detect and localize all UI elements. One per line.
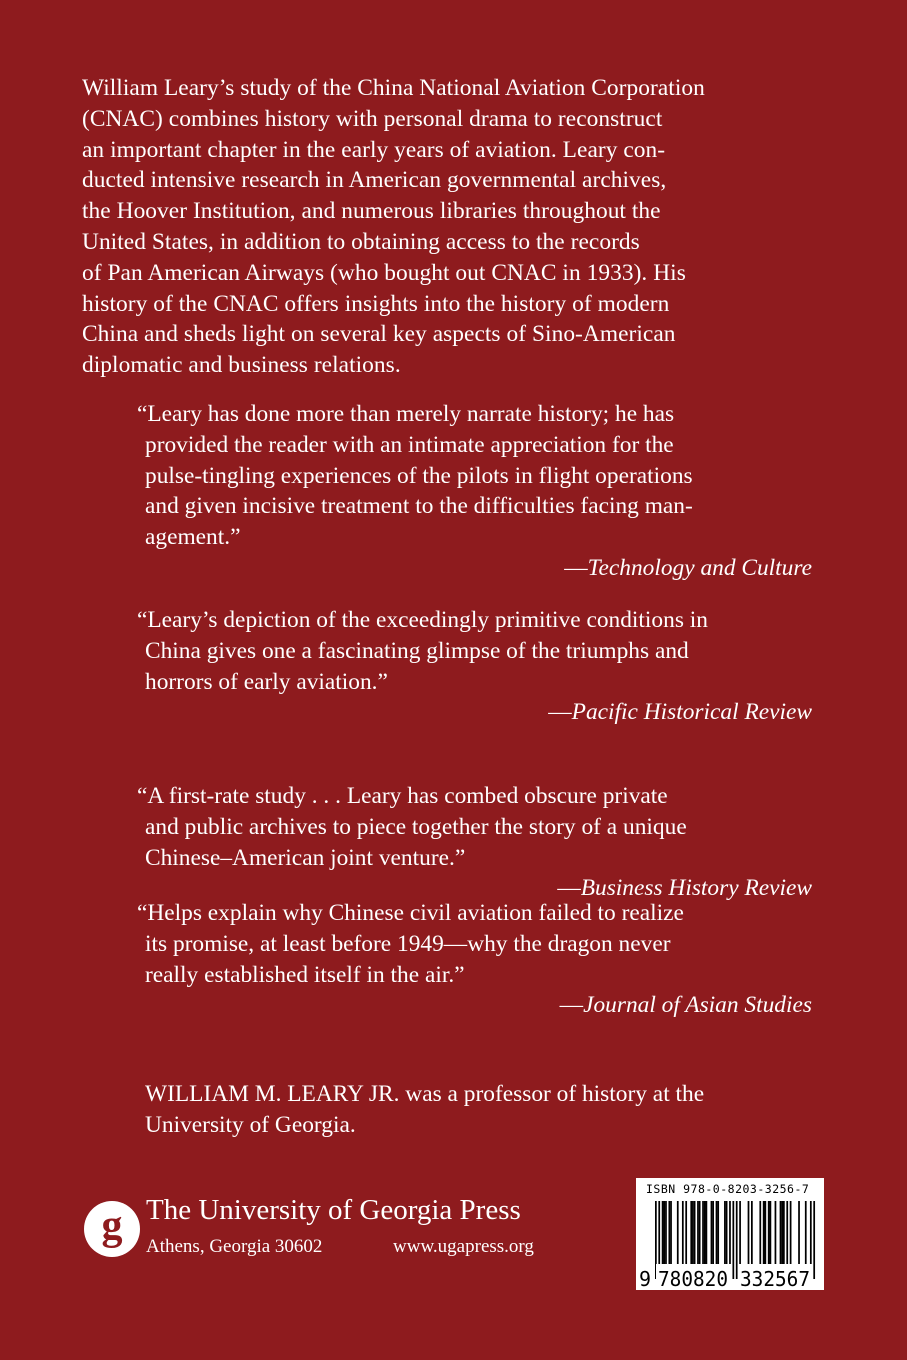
barcode-bar bbox=[726, 1201, 728, 1268]
quote-attribution bbox=[137, 990, 812, 1021]
quote-line: Chinese–American joint venture.” bbox=[145, 844, 466, 871]
barcode-bar bbox=[692, 1201, 694, 1268]
quote-line: provided the reader with an intimate appreciation for the bbox=[145, 431, 674, 458]
review-quote-pacific-historical-review bbox=[137, 605, 812, 728]
quote-line: “Leary’s depiction of the exceedingly primitive conditions in bbox=[137, 607, 708, 633]
barcode-bar bbox=[763, 1201, 765, 1268]
barcode-bar bbox=[706, 1201, 708, 1268]
attribution-source: Journal of Asian Studies bbox=[583, 992, 812, 1019]
quote-attribution bbox=[137, 697, 812, 728]
barcode-bar bbox=[690, 1201, 692, 1268]
review-quote-journal-of-asian-studies bbox=[137, 898, 812, 1021]
barcode-bar bbox=[770, 1201, 772, 1268]
quote-line: China gives one a fascinating glimpse of the triumphs and bbox=[145, 637, 689, 664]
quote-line: agement.” bbox=[145, 524, 241, 551]
attribution-dash: — bbox=[548, 699, 572, 726]
barcode-bar bbox=[724, 1201, 726, 1268]
author-bio-line: University of Georgia. bbox=[145, 1111, 356, 1138]
review-quote-business-history-review bbox=[137, 781, 812, 904]
barcode-bar bbox=[790, 1201, 792, 1268]
description-line: China and sheds light on several key aspects of Sino-American bbox=[82, 321, 676, 348]
barcode-bar bbox=[786, 1201, 788, 1268]
barcode-bar bbox=[783, 1201, 785, 1268]
attribution-dash: — bbox=[564, 554, 588, 581]
barcode-bar bbox=[764, 1201, 766, 1268]
barcode-bar bbox=[665, 1201, 667, 1268]
publisher-website: www.ugapress.org bbox=[393, 1236, 534, 1257]
barcode-bar bbox=[805, 1201, 807, 1268]
description-line: of Pan American Airways (who bought out CNAC in 1933). His bbox=[82, 259, 686, 286]
barcode-bar bbox=[694, 1201, 696, 1268]
barcode-bar bbox=[780, 1201, 782, 1268]
description-line: William Leary’s study of the China National Aviation Corporation bbox=[82, 75, 705, 101]
quote-line: really established itself in the air.” bbox=[145, 961, 465, 988]
barcode-bar bbox=[739, 1201, 741, 1268]
isbn-barcode bbox=[636, 1178, 824, 1290]
quote-line: its promise, at least before 1949—why the dragon never bbox=[145, 930, 671, 957]
quote-attribution bbox=[137, 553, 812, 584]
publisher-logo-icon bbox=[82, 1195, 142, 1265]
barcode-digits bbox=[636, 1264, 824, 1290]
publisher-logo-letter: g bbox=[101, 1203, 123, 1249]
barcode-bar bbox=[729, 1201, 731, 1268]
barcode-bar bbox=[798, 1201, 800, 1268]
barcode-bar bbox=[781, 1201, 783, 1268]
quote-line: and given incisive treatment to the difficulties facing man- bbox=[145, 493, 693, 520]
isbn-label: ISBN 978-0-8203-3256-7 bbox=[646, 1182, 810, 1196]
review-quote-technology-and-culture bbox=[137, 399, 812, 584]
barcode-bar bbox=[677, 1201, 679, 1268]
author-bio bbox=[145, 1079, 825, 1141]
barcode-bar bbox=[768, 1201, 770, 1268]
quote-line: “Leary has done more than merely narrate history; he has bbox=[137, 401, 675, 427]
barcode-bar bbox=[775, 1201, 777, 1268]
barcode-bar bbox=[662, 1201, 664, 1268]
description-line: (CNAC) combines history with personal drama to reconstruct bbox=[82, 105, 663, 132]
quote-line: “Helps explain why Chinese civil aviation failed to realize bbox=[137, 900, 684, 926]
barcode-bar bbox=[712, 1201, 714, 1268]
barcode-bar bbox=[697, 1201, 699, 1268]
description-line: United States, in addition to obtaining access to the records bbox=[82, 228, 640, 255]
barcode-bar bbox=[711, 1201, 713, 1268]
attribution-source: Pacific Historical Review bbox=[571, 699, 812, 726]
publisher-imprint bbox=[82, 1192, 582, 1272]
barcode-bar bbox=[702, 1201, 704, 1268]
barcode-bar bbox=[670, 1201, 672, 1268]
barcode-lead-digit: 9 bbox=[638, 1267, 652, 1290]
quote-line: pulse-tingling experiences of the pilots in flight operations bbox=[145, 462, 693, 489]
barcode-bar bbox=[668, 1201, 670, 1268]
description-line: an important chapter in the early years of aviation. Leary con- bbox=[82, 136, 666, 163]
barcode-bar bbox=[717, 1201, 719, 1268]
description-line: ducted intensive research in American governmental archives, bbox=[82, 167, 667, 194]
quote-line: and public archives to piece together the story of a unique bbox=[145, 813, 687, 840]
attribution-dash: — bbox=[559, 992, 584, 1019]
barcode-bar bbox=[748, 1201, 750, 1268]
barcode-bar bbox=[685, 1201, 687, 1268]
author-bio-line: WILLIAM M. LEARY JR. was a professor of history at the bbox=[145, 1081, 705, 1107]
description-line: diplomatic and business relations. bbox=[82, 352, 401, 379]
barcode-bar bbox=[682, 1201, 684, 1268]
barcode-bar bbox=[699, 1201, 701, 1268]
barcode-bar bbox=[704, 1201, 706, 1268]
publisher-address: Athens, Georgia 30602 bbox=[146, 1236, 323, 1257]
attribution-dash: — bbox=[557, 875, 581, 902]
publisher-name: The University of Georgia Press bbox=[146, 1194, 521, 1226]
book-description bbox=[82, 73, 822, 381]
description-line: history of the CNAC offers insights into the history of modern bbox=[82, 290, 670, 317]
quote-line: horrors of early aviation.” bbox=[145, 668, 388, 695]
barcode-bar bbox=[663, 1201, 665, 1268]
barcode-bar bbox=[751, 1201, 753, 1268]
description-line: the Hoover Institution, and numerous libraries throughout the bbox=[82, 198, 661, 225]
attribution-source: Business History Review bbox=[580, 875, 812, 902]
quote-line: “A first-rate study . . . Leary has combed obscure private bbox=[137, 783, 668, 809]
barcode-bar bbox=[759, 1201, 761, 1268]
barcode-right-group: 332567 bbox=[740, 1267, 810, 1290]
barcode-left-group: 780820 bbox=[658, 1267, 728, 1290]
attribution-source: Technology and Culture bbox=[587, 554, 812, 581]
barcode-bar bbox=[716, 1201, 718, 1268]
